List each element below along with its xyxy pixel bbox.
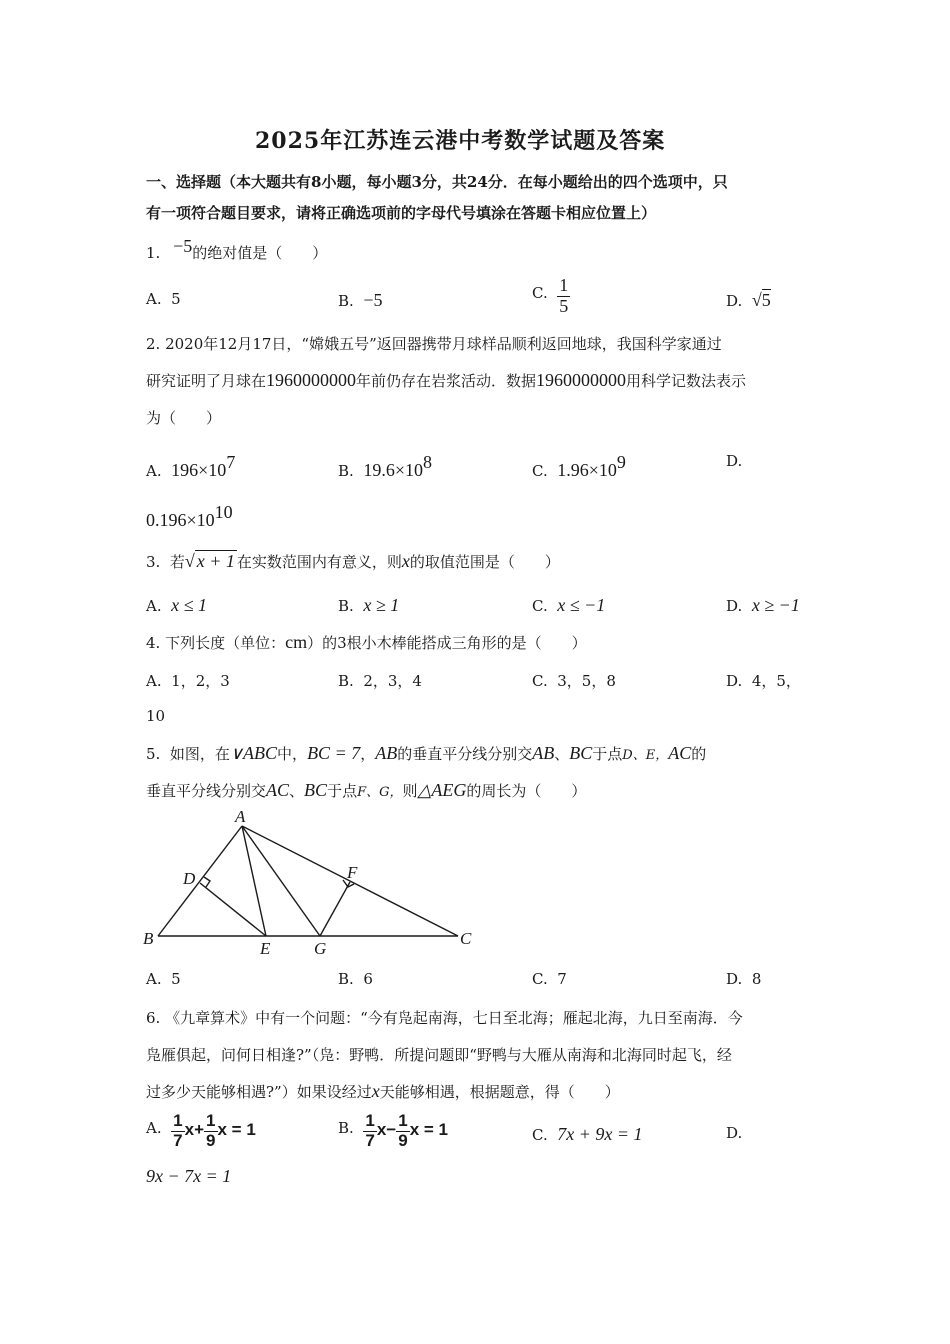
q1-option-a — [146, 290, 181, 308]
q2-option-d-label: D. — [726, 452, 743, 470]
q6-line3: 过多少天能够相遇?”）如果设经过x天能够相遇，根据题意，得（ ） — [146, 1081, 620, 1101]
q2-option-d: $0.196\times 10^{10}$ — [146, 502, 233, 530]
segment-fg — [320, 882, 350, 936]
q1-number: 1. — [146, 244, 161, 262]
triangle-figure — [140, 808, 480, 960]
option-label: B. — [338, 292, 354, 310]
option-label: A. — [146, 290, 162, 308]
q4-option-c: C. 3，5，8 — [532, 672, 616, 690]
section-heading-line1: 一、选择题（本大题共有8小题，每小题3分，共24分．在每小题给出的四个选项中，只 — [146, 173, 728, 191]
q4-option-a: A. 1，2，3 — [146, 672, 230, 690]
q1-option-d — [726, 290, 771, 311]
question-4: 4. 下列长度（单位：cm）的3根小木棒能搭成三角形的是（ ） — [146, 632, 587, 652]
q6-option-b: B. $\frac{1}{7}$ x− $\frac{1}{9}$ x = 1 — [338, 1111, 448, 1150]
q3-option-d: D. x ≥ −1 — [726, 595, 800, 615]
q5-line2: 垂直平分线分别交AC、BC于点F、G，则△AEG的周长为（ ） — [146, 780, 587, 800]
option-value: −5 — [363, 290, 383, 310]
right-angle-d — [204, 877, 210, 887]
question-3: 3. 若√ x + 1 在实数范围内有意义，则x的取值范围是（ ） — [146, 551, 560, 571]
q1-option-c — [532, 276, 570, 317]
q4-option-b: B. 2，3，4 — [338, 672, 422, 690]
q5-line1: 5. 如图，在∨ABC中，BC = 7，AB的垂直平分线分别交AB、BC于点D、E，AC的 — [146, 743, 707, 763]
q5-option-b: B. 6 — [338, 970, 373, 988]
option-label: C. — [532, 284, 548, 303]
label-d: D — [183, 869, 196, 888]
q6-option-c: C. 7x + 9x = 1 — [532, 1124, 643, 1144]
label-e: E — [260, 939, 271, 958]
q5-option-c: C. 7 — [532, 970, 567, 988]
q6-option-d-label: D. — [726, 1124, 743, 1142]
q2-line3: 为（ ） — [146, 409, 222, 427]
question-1 — [146, 236, 328, 263]
q1-expression: −5 — [173, 236, 193, 256]
q6-line1: 6. 《九章算术》中有一个问题：“今有凫起南海，七日至北海；雁起北海，九日至南海．今 — [146, 1009, 743, 1027]
section-heading-line2: 有一项符合题目要求，请将正确选项前的字母代号填涂在答题卡相应位置上） — [146, 204, 657, 222]
label-f: F — [347, 863, 358, 882]
q1-text: 的绝对值是（ ） — [192, 244, 328, 262]
q4-option-d: D. 4，5， — [726, 672, 801, 690]
label-g: G — [314, 939, 327, 958]
option-label: D. — [726, 292, 743, 310]
q3-option-b: B. x ≥ 1 — [338, 595, 400, 615]
q5-option-d: D. 8 — [726, 970, 762, 988]
q6-line2: 凫雁俱起，问何日相逢?”（凫：野鸭．所提问题即“野鸭与大雁从南海和北海同时起飞，经 — [146, 1046, 732, 1064]
q3-option-c: C. x ≤ −1 — [532, 595, 606, 615]
q6-option-a: A. $\frac{1}{7}$ x+ $\frac{1}{9}$ x = 1 — [146, 1111, 256, 1150]
label-b: B — [143, 929, 154, 948]
fraction: $\frac{1}{5}$ — [559, 275, 569, 316]
q3-option-a: A. x ≤ 1 — [146, 595, 208, 615]
sqrt-symbol: √ — [751, 290, 762, 310]
q2-line1: 2. 2020年12月17日，“嫦娥五号”返回器携带月球样品顺利返回地球，我国科学家通过 — [146, 335, 722, 353]
q2-option-c: C. $1.96\times 10^9$ — [532, 452, 626, 480]
radicand: 5 — [761, 290, 771, 310]
page-title: 2025年江苏连云港中考数学试题及答案 — [255, 128, 666, 154]
q4-option-d-cont: 10 — [146, 707, 166, 725]
label-a: A — [235, 808, 246, 826]
option-value: 5 — [171, 290, 181, 308]
q6-option-d: 9x − 7x = 1 — [146, 1166, 232, 1186]
radicand: x + 1 — [196, 551, 235, 571]
q2-option-b: B. $19.6\times 10^8$ — [338, 452, 432, 480]
q2-line2: 研究证明了月球在1960000000年前仍存在岩浆活动．数据1960000000用科学记数法表示 — [146, 370, 747, 390]
q5-option-a: A. 5 — [146, 970, 181, 988]
label-c: C — [460, 929, 472, 948]
q2-option-a: A. $196\times 10^7$ — [146, 452, 236, 480]
segment-ab — [158, 826, 242, 936]
q1-option-b — [338, 290, 383, 311]
